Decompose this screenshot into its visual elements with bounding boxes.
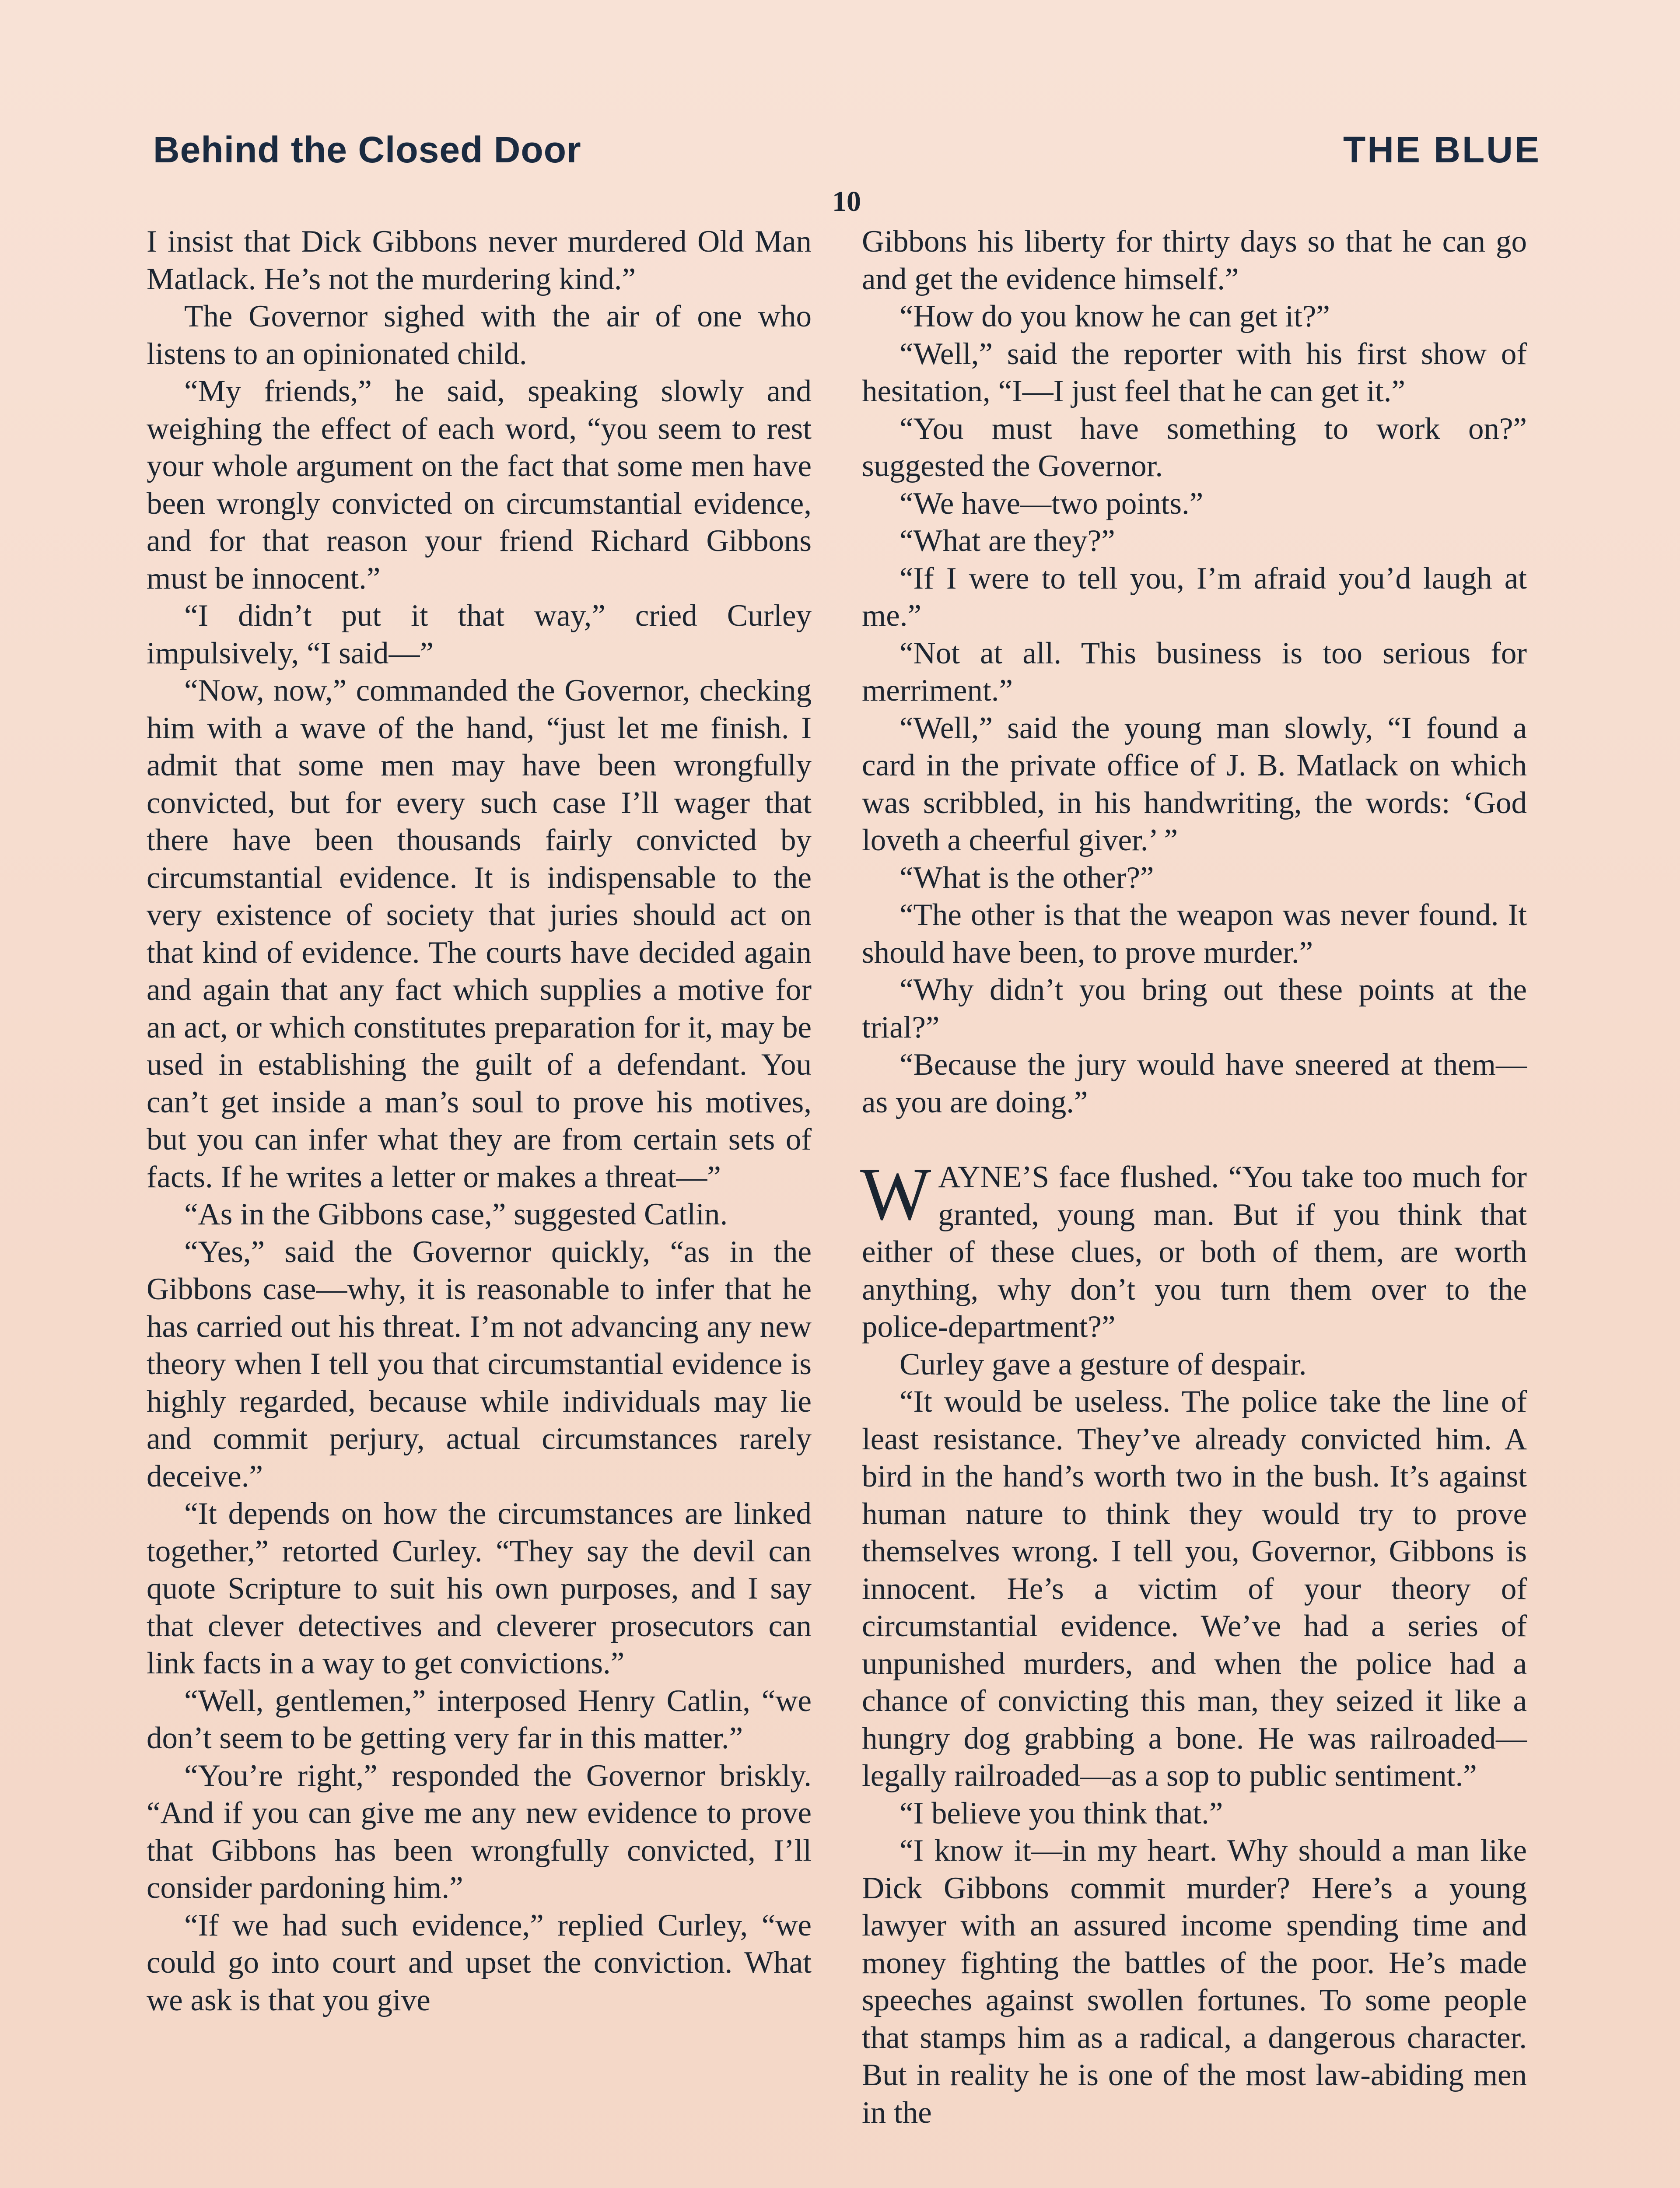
paragraph: Gibbons his liberty for thirty days so that he can go and get the evidence himself.” — [862, 224, 1527, 296]
paragraph: “My friends,” he said, speaking slowly and weighing the effect of each word, “you seem to rest your whole argument on the fact that some men have been wrongly convicted on circumstantial evidence, and for that reason your friend Richard Gibbons must be innocent.” — [147, 374, 812, 596]
paragraph: “I know it—in my heart. Why should a man like Dick Gibbons commit murder? Here’s a young lawyer with an assured income spending time and money fighting the battles of the poor. He’s made speeches against swollen fortunes. To some people that stamps him as a radical, a dangerous character. But in reality he is one of the most law-abiding men in the — [862, 1834, 1527, 2130]
right-text-column — [862, 223, 1527, 2132]
paragraph: The Governor sighed with the air of one who listens to an opinionated child. — [147, 299, 812, 371]
paragraph: “If we had such evidence,” replied Curley, “we could go into court and upset the conviction. What we ask is that you give — [147, 1908, 812, 2017]
drop-cap-paragraph-text: AYNE’S face flushed. “You take too much for granted, young man. But if you think that either of these clues, or both of them, are worth anything, why don’t you turn them over to the police-department?” — [862, 1160, 1527, 1344]
paragraph: “It depends on how the circumstances are linked together,” retorted Curley. “They say the devil can quote Scripture to suit his own purposes, and I say that clever detectives and cleverer prosecutors can link facts in a way to get convictions.” — [147, 1497, 812, 1680]
paragraph: “It would be useless. The police take the line of least resistance. They’ve already convicted him. A bird in the hand’s worth two in the bush. It’s against human nature to think they would try to prove themselves wrong. I tell you, Governor, Gibbons is innocent. He’s a victim of your theory of circumstantial evidence. We’ve had a series of unpunished murders, and when the police had a chance of convicting this man, they seized it like a hungry dog grabbing a bone. He was railroaded—legally railroaded—as a sop to public sentiment.” — [862, 1385, 1527, 1793]
paragraph: “You’re right,” responded the Governor briskly. “And if you can give me any new evidence to prove that Gibbons has been wrongfully convicted, I’ll consider pardoning him.” — [147, 1758, 812, 1905]
paragraph: “As in the Gibbons case,” suggested Catlin. — [184, 1197, 728, 1231]
paragraph: “We have—two points.” — [900, 486, 1204, 521]
left-text-column — [147, 223, 812, 2019]
running-head-magazine: THE BLUE — [1343, 129, 1541, 170]
paragraph: Curley gave a gesture of despair. — [900, 1347, 1307, 1382]
drop-cap-letter: W — [860, 1153, 931, 1236]
paragraph: “Now, now,” commanded the Governor, checking him with a wave of the hand, “just let me finish. I admit that some men may have been wrongfully convicted, but for every such case I’ll wager that there have been thousands fairly convicted by circumstantial evidence. It is indispensable to the very existence of society that juries should act on that kind of evidence. The courts have decided again and again that any fact which supplies a motive for an act, or which constitutes preparation for it, may be used in establishing the guilt of a defendant. You can’t get inside a man’s soul to prove his motives, but you can infer what they are from certain sets of facts. If he writes a letter or makes a threat—” — [147, 673, 812, 1194]
paragraph: “If I were to tell you, I’m afraid you’d laugh at me.” — [862, 561, 1527, 633]
paragraph: “I didn’t put it that way,” cried Curley impulsively, “I said—” — [147, 599, 812, 670]
paragraph: “Well,” said the young man slowly, “I found a card in the private office of J. B. Matlack on which was scribbled, in his handwriting, the words: ‘God loveth a cheerful giver.’ ” — [862, 711, 1527, 857]
paragraph: I insist that Dick Gibbons never murdered Old Man Matlack. He’s not the murdering kind.” — [147, 224, 812, 296]
running-head-title: Behind the Closed Door — [153, 129, 581, 170]
paragraph: “What is the other?” — [900, 860, 1154, 895]
paragraph: “Why didn’t you bring out these points at the trial?” — [862, 973, 1527, 1045]
paragraph: “I believe you think that.” — [900, 1796, 1223, 1830]
paragraph: “Yes,” said the Governor quickly, “as in the Gibbons case—why, it is reasonable to infer that he has carried out his threat. I’m not advancing any new theory when I tell you that circumstantial evidence is highly regarded, because while individuals may lie and commit perjury, actual circumstances rarely deceive.” — [147, 1234, 812, 1494]
paragraph: “The other is that the weapon was never found. It should have been, to prove murder.” — [862, 898, 1527, 970]
page-number: 10 — [832, 186, 861, 217]
paragraph: “Because the jury would have sneered at them—as you are doing.” — [862, 1048, 1527, 1119]
section-opening-paragraph — [860, 1153, 1527, 1346]
paragraph: “How do you know he can get it?” — [900, 299, 1330, 333]
paragraph: “Not at all. This business is too serious for merriment.” — [862, 636, 1527, 708]
paragraph: “Well,” said the reporter with his first show of hesitation, “I—I just feel that he can get it.” — [862, 337, 1527, 408]
paragraph: “Well, gentlemen,” interposed Henry Catlin, “we don’t seem to be getting very far in this matter.” — [147, 1683, 812, 1755]
paragraph: “What are they?” — [900, 524, 1115, 558]
paragraph: “You must have something to work on?” suggested the Governor. — [862, 411, 1527, 483]
